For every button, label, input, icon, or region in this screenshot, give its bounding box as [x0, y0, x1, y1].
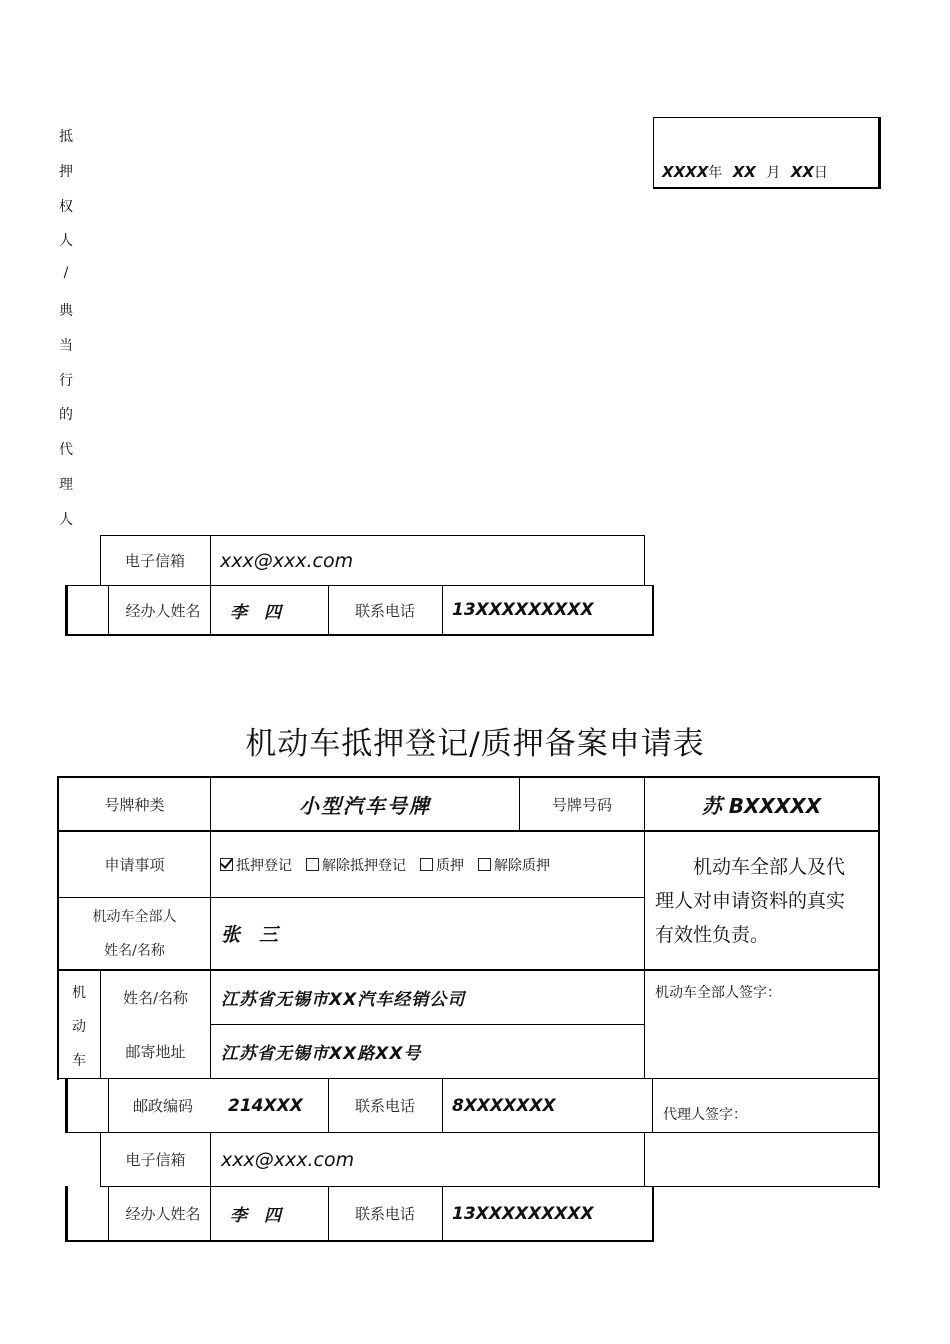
address-value[interactable]: 江苏省无锡市XX路XX号	[221, 1044, 422, 1064]
side-label-char: 动	[72, 1019, 86, 1035]
vertical-label-char: 的	[59, 407, 73, 424]
application-item-label: 解除抵押登记	[322, 857, 406, 874]
date-day: XX	[790, 163, 814, 181]
checkbox-checked-icon	[220, 858, 233, 871]
plate-number-value[interactable]: 苏 BXXXXX	[701, 793, 822, 818]
plate-type-label: 号牌种类	[104, 795, 165, 814]
side-label-char: 车	[72, 1053, 86, 1069]
application-items-label: 申请事项	[104, 856, 165, 874]
application-item-label: 质押	[436, 857, 464, 874]
vertical-label-char: 行	[59, 372, 73, 389]
vertical-label-char: 典	[59, 303, 73, 319]
top-agent-value[interactable]: 李 四	[230, 602, 281, 623]
email-label: 电子信箱	[125, 1151, 186, 1169]
plate-number-label: 号牌号码	[551, 795, 612, 814]
owner-label-line2: 姓名/名称	[104, 942, 165, 959]
date-month-unit: 月	[766, 165, 781, 181]
vertical-label-char: 理	[59, 477, 73, 493]
agent-phone-value[interactable]: 13XXXXXXXXX	[452, 1203, 594, 1224]
date-line	[662, 162, 828, 182]
date-year-unit: 年	[708, 165, 723, 181]
responsibility-notice: 机动车全部人及代理人对申请资料的真实有效性负责。	[655, 855, 846, 946]
owner-signature-label: 机动车全部人签字：	[655, 985, 781, 1001]
vertical-label-char: /	[63, 265, 69, 282]
vertical-label-char: 人	[59, 511, 73, 528]
email-value[interactable]: xxx@xxx.com	[221, 1148, 355, 1171]
checkbox-empty-icon	[478, 858, 491, 871]
name-label: 姓名/名称	[122, 989, 189, 1007]
agent-name-label: 经办人姓名	[125, 1205, 201, 1223]
vertical-label-char: 押	[59, 163, 73, 180]
zip-value[interactable]: 214XXX	[228, 1095, 303, 1116]
application-item-checkbox[interactable]	[220, 855, 292, 875]
vertical-label-char: 人	[59, 233, 73, 250]
checkbox-empty-icon	[420, 858, 433, 871]
date-year: XXXX	[662, 163, 709, 181]
vertical-label-char: 抵	[59, 129, 73, 145]
phone-value[interactable]: 8XXXXXXX	[452, 1095, 556, 1116]
owner-name-label-cell	[59, 898, 210, 969]
application-items-checkboxes	[220, 832, 644, 897]
date-day-unit: 日	[813, 165, 828, 181]
owner-label-line1: 机动车全部人	[92, 908, 177, 925]
top-agent-label: 经办人姓名	[125, 601, 201, 620]
zip-label: 邮政编码	[132, 1097, 193, 1115]
application-item-checkbox[interactable]	[306, 855, 406, 875]
agent-phone-label: 联系电话	[354, 1205, 415, 1223]
date-month: XX	[732, 163, 756, 181]
application-item-checkbox[interactable]	[478, 855, 550, 875]
owner-name-value[interactable]: 张 三	[221, 924, 279, 946]
agent-name-value[interactable]: 李 四	[230, 1206, 281, 1226]
top-phone-label: 联系电话	[354, 601, 415, 620]
top-email-value[interactable]: xxx@xxx.com	[220, 549, 354, 572]
plate-type-value[interactable]: 小型汽车号牌	[299, 793, 431, 818]
top-phone-value[interactable]: 13XXXXXXXXX	[452, 600, 594, 620]
vertical-label-char: 权	[59, 198, 73, 215]
name-value[interactable]: 江苏省无锡市XX汽车经销公司	[221, 990, 466, 1010]
checkbox-empty-icon	[306, 858, 319, 871]
application-item-checkbox[interactable]	[420, 855, 464, 875]
vertical-label-char: 代	[59, 442, 73, 459]
application-item-label: 解除质押	[494, 857, 550, 874]
side-label-char: 机	[72, 985, 86, 1001]
date-box	[653, 117, 881, 189]
vertical-label-char: 当	[59, 337, 73, 354]
top-email-label: 电子信箱	[124, 552, 185, 570]
form-title: 机动车抵押登记/质押备案申请表	[245, 726, 705, 762]
address-label: 邮寄地址	[125, 1043, 186, 1061]
agent-signature-label: 代理人签字：	[663, 1107, 747, 1123]
application-item-label: 抵押登记	[236, 857, 292, 874]
phone-label: 联系电话	[354, 1097, 415, 1115]
